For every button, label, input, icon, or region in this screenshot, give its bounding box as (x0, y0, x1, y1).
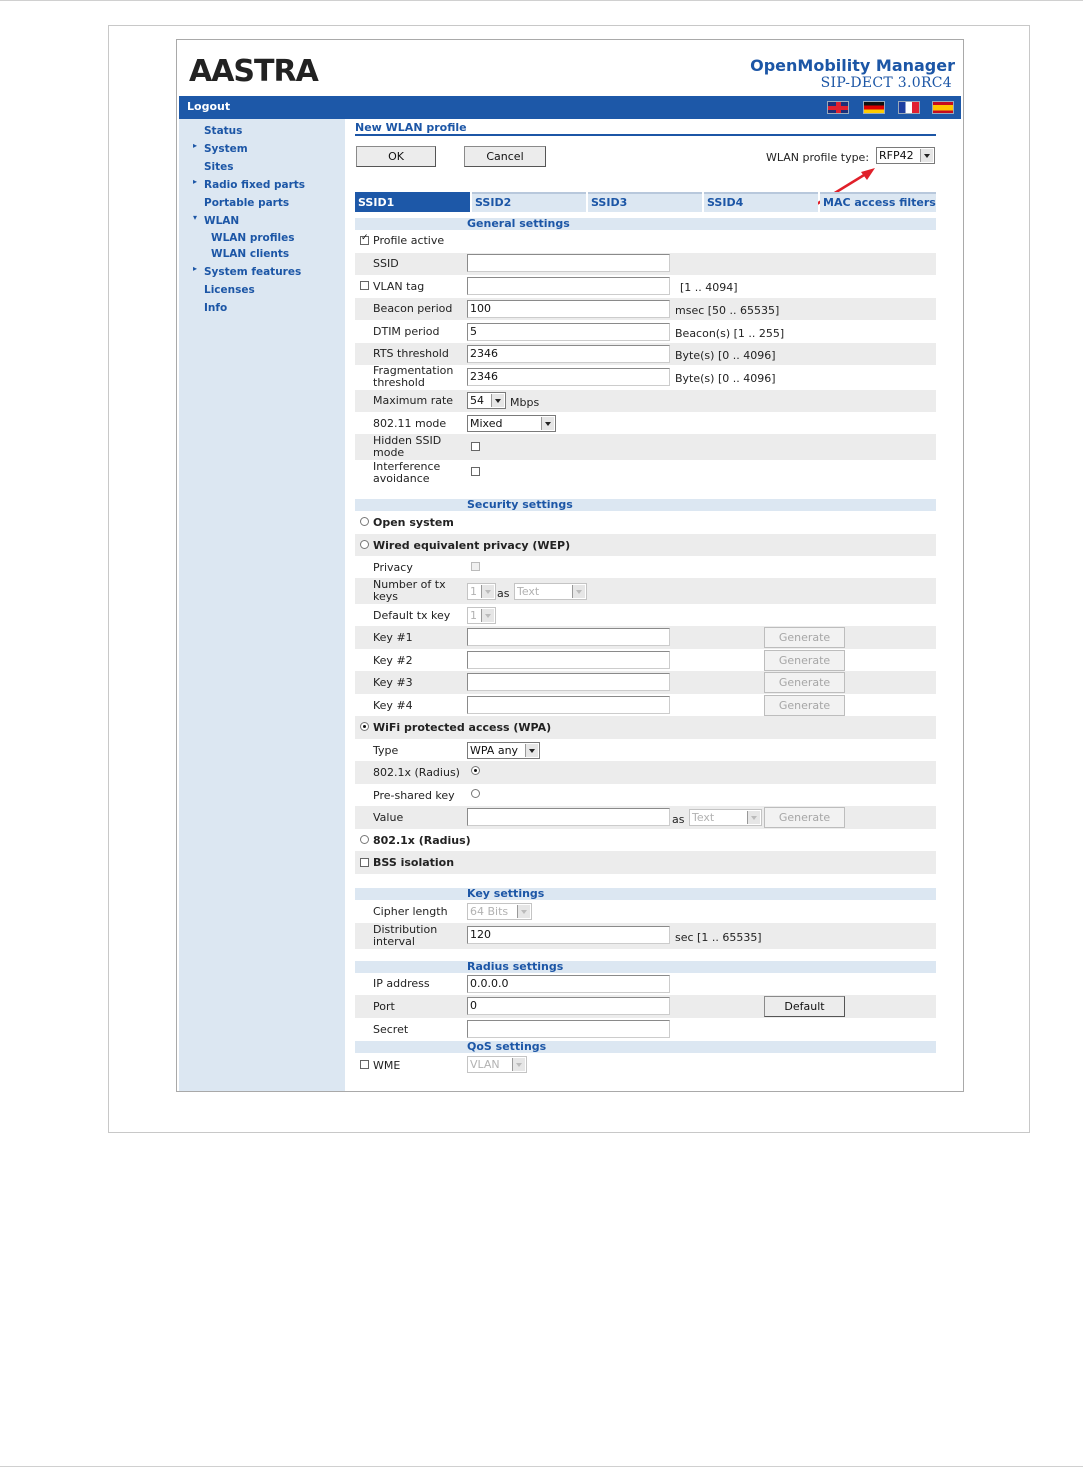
collapse-arrow-icon[interactable]: ▾ (193, 213, 198, 222)
mode-label: 802.11 mode (373, 417, 447, 430)
dtim-period-input[interactable]: 5 (467, 323, 670, 341)
secret-input[interactable] (467, 1020, 670, 1038)
fragmentation-label-2: threshold (373, 376, 425, 389)
top-bar (179, 96, 961, 119)
page-bottom-rule (0, 1466, 1083, 1467)
wpa-radio[interactable] (360, 722, 369, 731)
german-flag-icon[interactable] (863, 101, 885, 114)
ssid-tabs (355, 192, 936, 212)
tab-ssid3[interactable]: SSID3 (588, 192, 702, 212)
key1-generate-button[interactable]: Generate (764, 627, 845, 648)
wme-label: WME (373, 1059, 401, 1072)
wep-label: Wired equivalent privacy (WEP) (373, 539, 571, 552)
key2-label: Key #2 (373, 654, 413, 667)
beacon-period-label: Beacon period (373, 302, 453, 315)
page-title: New WLAN profile (355, 121, 467, 134)
security-settings-header (355, 499, 936, 511)
psk-format-value: Text (692, 811, 715, 824)
radius-main-radio[interactable] (360, 835, 369, 844)
tx-keys-row (355, 578, 936, 604)
open-system-radio[interactable] (360, 517, 369, 526)
default-tx-value: 1 (470, 609, 477, 622)
tx-keys-value: 1 (470, 585, 477, 598)
max-rate-select[interactable] (467, 392, 506, 409)
vlan-row (355, 275, 936, 298)
distribution-label-2: interval (373, 935, 415, 948)
tab-ssid2[interactable]: SSID2 (472, 192, 586, 212)
rts-threshold-input[interactable]: 2346 (467, 345, 670, 363)
privacy-row (355, 556, 936, 578)
open-system-row (355, 511, 936, 534)
wpa-type-label: Type (373, 744, 399, 757)
secret-row (355, 1018, 936, 1040)
rts-row (355, 343, 936, 365)
key2-generate-button[interactable]: Generate (764, 650, 845, 671)
radius-option-label: 802.1x (Radius) (373, 766, 460, 779)
psk-label: Pre-shared key (373, 789, 455, 802)
tx-keys-format-value: Text (517, 585, 540, 598)
dtim-row (355, 320, 936, 343)
screenshot (176, 39, 964, 1092)
psk-radio[interactable] (471, 789, 480, 798)
dropdown-arrow-icon (572, 585, 585, 598)
radius-main-label: 802.1x (Radius) (373, 834, 471, 847)
port-input[interactable]: 0 (467, 997, 670, 1015)
app-title: OpenMobility Manager (750, 56, 955, 75)
logout-link[interactable]: Logout (187, 100, 231, 113)
wpa-label: WiFi protected access (WPA) (373, 721, 552, 734)
distribution-hint: sec [1 .. 65535] (675, 931, 762, 944)
default-tx-label: Default tx key (373, 609, 451, 622)
vlan-tag-input[interactable] (467, 277, 670, 295)
privacy-label: Privacy (373, 561, 413, 574)
section-title: Key settings (467, 887, 545, 900)
psk-value-label: Value (373, 811, 404, 824)
profile-active-row (355, 230, 936, 253)
page-top-rule (0, 0, 1083, 1)
bss-isolation-label: BSS isolation (373, 856, 455, 869)
dropdown-arrow-icon (747, 811, 760, 824)
dropdown-arrow-icon (517, 905, 530, 918)
distribution-row (355, 923, 936, 949)
port-row (355, 995, 936, 1018)
beacon-period-input[interactable]: 100 (467, 300, 670, 318)
profile-active-checkbox[interactable] (360, 236, 369, 245)
open-system-label: Open system (373, 516, 454, 529)
sidebar-item-portable-parts[interactable]: Portable parts (204, 197, 290, 209)
fragmentation-row (355, 365, 936, 390)
key3-row (355, 671, 936, 694)
bss-isolation-checkbox[interactable] (360, 858, 369, 867)
tx-keys-label-2: keys (373, 590, 398, 603)
port-label: Port (373, 1000, 395, 1013)
uk-flag-icon[interactable] (827, 101, 849, 114)
wep-row (355, 534, 936, 556)
hidden-ssid-label: Hidden SSID (373, 434, 442, 447)
max-rate-label: Maximum rate (373, 394, 454, 407)
wep-radio[interactable] (360, 540, 369, 549)
cancel-button[interactable]: Cancel (464, 146, 546, 167)
ssid-input[interactable] (467, 254, 670, 272)
key3-generate-button[interactable]: Generate (764, 672, 845, 693)
wpa-row (355, 716, 936, 739)
sidebar-item-sites[interactable]: Sites (204, 161, 234, 173)
distribution-input[interactable]: 120 (467, 926, 670, 944)
vlan-tag-label: VLAN tag (373, 280, 425, 293)
key4-generate-button[interactable]: Generate (764, 695, 845, 716)
default-button[interactable]: Default (764, 996, 845, 1017)
app-subtitle: SIP-DECT 3.0RC4 (820, 75, 952, 91)
ok-button[interactable]: OK (356, 146, 436, 167)
french-flag-icon[interactable] (898, 101, 920, 114)
cipher-label: Cipher length (373, 905, 448, 918)
sidebar-item-system-features[interactable]: System features (204, 266, 302, 278)
default-tx-row (355, 604, 936, 626)
fragmentation-label: Fragmentation (373, 364, 454, 377)
as-label: as (497, 587, 510, 600)
tx-keys-select[interactable] (467, 583, 496, 600)
interference-checkbox[interactable] (471, 467, 480, 476)
as-label: as (672, 813, 685, 826)
profile-type-select[interactable] (876, 147, 935, 164)
max-rate-row (355, 390, 936, 412)
psk-value-row (355, 806, 936, 829)
aastra-logo: AASTRA (189, 54, 318, 89)
beacon-row (355, 298, 936, 320)
fragmentation-hint: Byte(s) [0 .. 4096] (675, 372, 776, 385)
distribution-label: Distribution (373, 923, 438, 936)
tab-mac-access-filters[interactable]: MAC access filters (820, 192, 936, 212)
rts-hint: Byte(s) [0 .. 4096] (675, 349, 776, 362)
key3-input[interactable] (467, 673, 670, 691)
beacon-hint: msec [50 .. 65535] (675, 304, 780, 317)
key1-label: Key #1 (373, 631, 413, 644)
mode-row (355, 412, 936, 434)
dtim-hint: Beacon(s) [1 .. 255] (675, 327, 785, 340)
general-settings-header (355, 218, 936, 230)
cipher-value: 64 Bits (470, 905, 509, 918)
tx-keys-label: Number of tx (373, 578, 446, 591)
section-title: Security settings (467, 498, 573, 511)
ip-input[interactable]: 0.0.0.0 (467, 975, 670, 993)
sidebar (179, 119, 345, 1091)
radius-option-row (355, 761, 936, 784)
expand-arrow-icon[interactable]: ▸ (193, 264, 198, 273)
psk-generate-button[interactable]: Generate (764, 807, 845, 828)
title-divider (355, 134, 936, 136)
header (177, 40, 963, 96)
expand-arrow-icon[interactable]: ▸ (193, 177, 198, 186)
key3-label: Key #3 (373, 676, 413, 689)
section-title: QoS settings (467, 1040, 547, 1053)
profile-active-label: Profile active (373, 234, 445, 247)
qos-settings-header (355, 1041, 936, 1053)
radius-settings-header (355, 961, 936, 973)
key1-row (355, 626, 936, 649)
wme-value: VLAN (470, 1058, 500, 1071)
privacy-checkbox[interactable] (471, 562, 480, 571)
psk-value-input[interactable] (467, 808, 670, 826)
rts-threshold-label: RTS threshold (373, 347, 449, 360)
wme-select[interactable] (467, 1056, 527, 1073)
ssid-label: SSID (373, 257, 399, 270)
bss-row (355, 851, 936, 874)
sidebar-item-radio-fixed-parts[interactable]: Radio fixed parts (204, 179, 306, 191)
section-title: Radius settings (467, 960, 564, 973)
cipher-row (355, 900, 936, 923)
wme-row (355, 1053, 936, 1076)
hidden-ssid-row (355, 434, 936, 460)
key2-row (355, 649, 936, 671)
ip-label: IP address (373, 977, 430, 990)
dropdown-arrow-icon (481, 609, 494, 622)
profile-type-value: RFP42 (879, 149, 914, 162)
dropdown-arrow-icon (920, 149, 933, 162)
psk-row (355, 784, 936, 806)
sidebar-item-status[interactable]: Status (204, 125, 243, 137)
secret-label: Secret (373, 1023, 409, 1036)
sidebar-item-wlan[interactable]: WLAN (204, 215, 240, 227)
sidebar-item-system[interactable]: System (204, 143, 248, 155)
dropdown-arrow-icon (512, 1058, 525, 1071)
wpa-type-row (355, 739, 936, 761)
fragmentation-input[interactable]: 2346 (467, 368, 670, 386)
max-rate-unit: Mbps (510, 396, 540, 409)
interference-row (355, 460, 936, 486)
sidebar-item-wlan-profiles[interactable]: WLAN profiles (211, 232, 295, 244)
radius-option-radio[interactable] (471, 766, 480, 775)
dtim-period-label: DTIM period (373, 325, 440, 338)
default-tx-select[interactable] (467, 607, 496, 624)
dropdown-arrow-icon (541, 417, 554, 430)
key4-label: Key #4 (373, 699, 413, 712)
vlan-hint: [1 .. 4094] (680, 281, 738, 294)
key-settings-header (355, 888, 936, 900)
mode-value: Mixed (470, 417, 503, 430)
hidden-ssid-checkbox[interactable] (471, 442, 480, 451)
wme-checkbox[interactable] (360, 1060, 369, 1069)
mode-select[interactable] (467, 415, 556, 432)
profile-type-label: WLAN profile type: (766, 151, 870, 164)
spanish-flag-icon[interactable] (932, 101, 954, 114)
tab-ssid1[interactable]: SSID1 (355, 192, 470, 212)
key4-input[interactable] (467, 696, 670, 714)
tx-keys-format-select[interactable] (514, 583, 587, 600)
dropdown-arrow-icon (481, 585, 494, 598)
expand-arrow-icon[interactable]: ▸ (193, 141, 198, 150)
wpa-type-select[interactable] (467, 742, 540, 759)
max-rate-value: 54 (470, 394, 484, 407)
dropdown-arrow-icon (491, 394, 504, 407)
section-title: General settings (467, 217, 570, 230)
cipher-select[interactable] (467, 903, 532, 920)
key2-input[interactable] (467, 651, 670, 669)
sidebar-item-licenses[interactable]: Licenses (204, 284, 255, 296)
wpa-type-value: WPA any (470, 744, 519, 757)
ip-row (355, 973, 936, 995)
key4-row (355, 694, 936, 716)
ssid-row (355, 253, 936, 275)
sidebar-item-info[interactable]: Info (204, 302, 228, 314)
psk-format-select[interactable] (689, 809, 762, 826)
key1-input[interactable] (467, 628, 670, 646)
interference-label: Interference (373, 460, 441, 473)
dropdown-arrow-icon (525, 744, 538, 757)
interference-label-2: avoidance (373, 472, 430, 485)
hidden-ssid-label-2: mode (373, 446, 405, 459)
sidebar-item-wlan-clients[interactable]: WLAN clients (211, 248, 290, 260)
tab-ssid4[interactable]: SSID4 (704, 192, 818, 212)
radius-main-row (355, 829, 936, 851)
vlan-tag-checkbox[interactable] (360, 281, 369, 290)
